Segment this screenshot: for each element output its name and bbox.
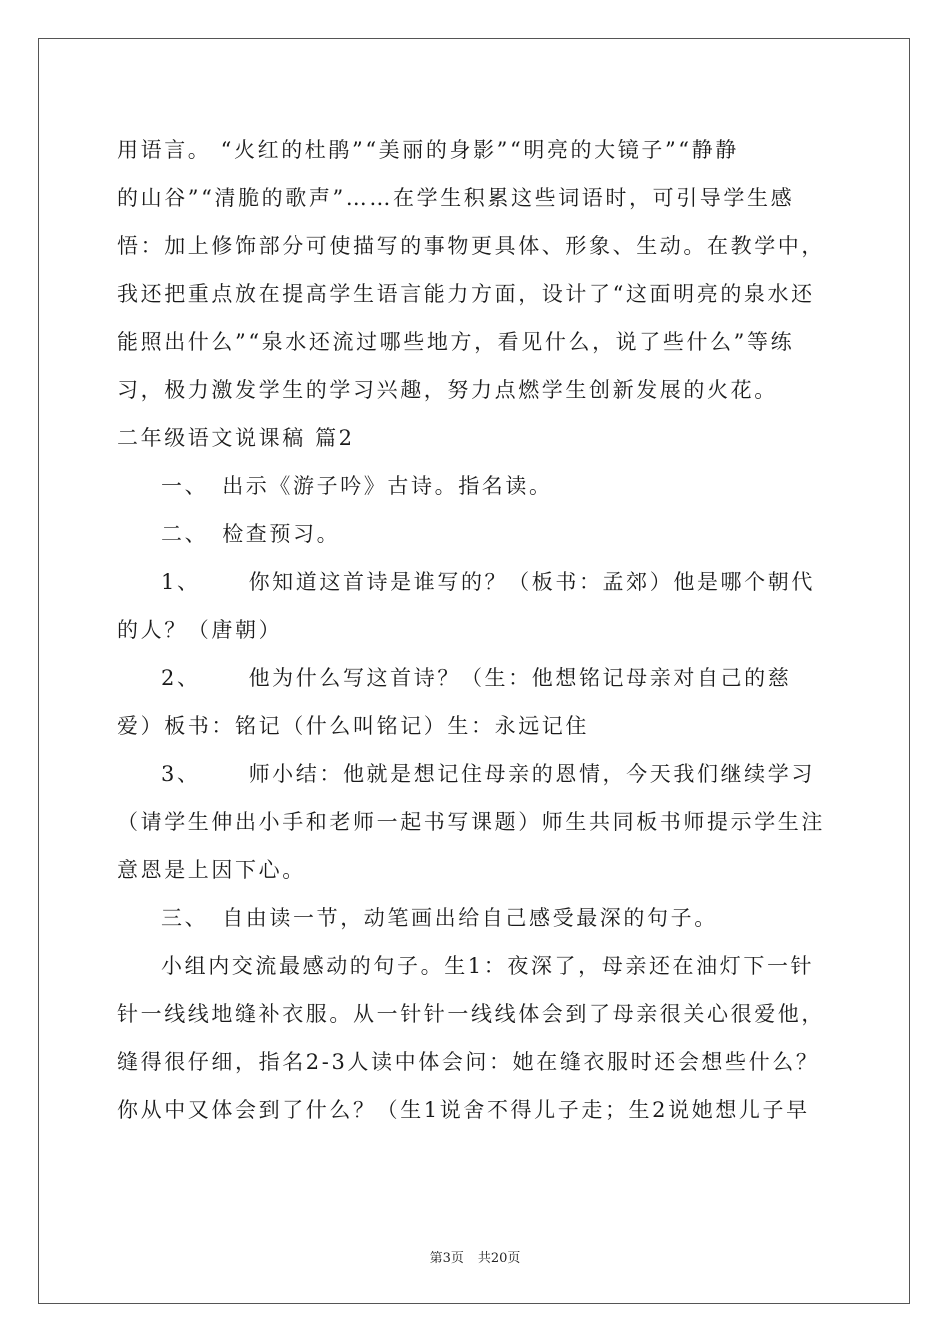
- question-text: 师小结：他就是想记住母亲的恩情，今天我们继续学习: [248, 762, 815, 786]
- text-line: 小组内交流最感动的句子。生1：夜深了，母亲还在油灯下一针: [161, 954, 815, 978]
- question-three: [117, 750, 833, 798]
- question-number: 2、: [161, 666, 201, 690]
- step-number: 二、: [161, 522, 209, 546]
- text-line: 爱）板书：铭记（什么叫铭记）生：永远记住: [117, 714, 589, 738]
- text-line: 用语言。 “火红的杜鹃”“美丽的身影”“明亮的大镜子”“静静: [117, 138, 739, 162]
- step-number: 一、: [161, 474, 209, 498]
- text-line: 缝得很仔细，指名2-3人读中体会问：她在缝衣服时还会想些什么？: [117, 1050, 820, 1074]
- text-line: 意恩是上因下心。: [117, 858, 306, 882]
- text-line: 你从中又体会到了什么？（生1说舍不得儿子走；生2说她想儿子早: [117, 1098, 810, 1122]
- step-text: 检查预习。: [222, 522, 341, 546]
- question-number: 1、: [161, 570, 201, 594]
- document-body: [117, 126, 833, 1134]
- text-line: 悟：加上修饰部分可使描写的事物更具体、形象、生动。在教学中，: [117, 234, 825, 258]
- step-text: 自由读一节，动笔画出给自己感受最深的句子。: [222, 906, 718, 930]
- step-text: 出示《游子吟》古诗。指名读。: [222, 474, 553, 498]
- text-line: 能照出什么”“泉水还流过哪些地方，看见什么，说了些什么”等练: [117, 330, 795, 354]
- step-number: 三、: [161, 906, 209, 930]
- text-line: 我还把重点放在提高学生语言能力方面，设计了“这面明亮的泉水还: [117, 282, 815, 306]
- page-footer: [0, 1247, 950, 1266]
- step-two: [117, 510, 833, 558]
- section-heading: 二年级语文说课稿 篇2: [117, 426, 355, 450]
- question-text: 你知道这首诗是谁写的？（板书：孟郊）他是哪个朝代: [248, 570, 815, 594]
- step-three: [117, 894, 833, 942]
- question-one: [117, 558, 833, 606]
- question-text: 他为什么写这首诗？（生：他想铭记母亲对自己的慈: [248, 666, 792, 690]
- text-line: 的人？（唐朝）: [117, 618, 283, 642]
- page-number: 第3页: [429, 1251, 464, 1266]
- question-two: [117, 654, 833, 702]
- page-total: 共20页: [477, 1251, 521, 1266]
- text-line: 习，极力激发学生的学习兴趣，努力点燃学生创新发展的火花。: [117, 378, 778, 402]
- step-one: [117, 462, 833, 510]
- text-line: 针一线线地缝补衣服。从一针针一线线体会到了母亲很关心很爱他，: [117, 1002, 825, 1026]
- text-line: 的山谷”“清脆的歌声”……在学生积累这些词语时，可引导学生感: [117, 186, 795, 210]
- text-line: （请学生伸出小手和老师一起书写课题）师生共同板书师提示学生注: [117, 810, 825, 834]
- question-number: 3、: [161, 762, 201, 786]
